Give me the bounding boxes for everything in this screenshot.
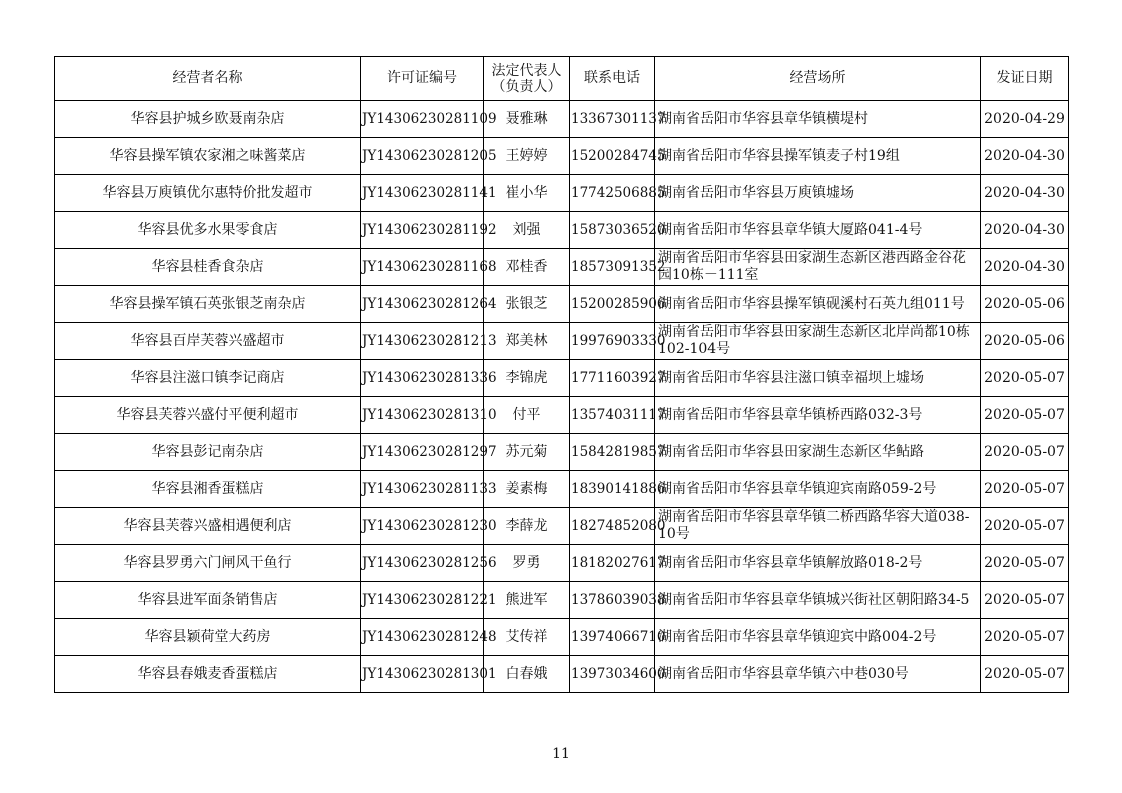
table-row xyxy=(55,360,1069,397)
cell-phone: 15873036520 xyxy=(570,212,655,249)
cell-phone: 15842819857 xyxy=(570,434,655,471)
cell-license-number: JY14306230281133 xyxy=(361,471,484,508)
header-legal-representative xyxy=(484,57,570,101)
cell-business-address: 湖南省岳阳市华容县章华镇迎宾中路004-2号 xyxy=(655,619,981,656)
table-row xyxy=(55,508,1069,545)
cell-license-number: JY14306230281213 xyxy=(361,323,484,360)
cell-operator-name: 华容县操军镇农家湘之味酱菜店 xyxy=(55,138,361,175)
cell-legal-representative: 艾传祥 xyxy=(484,619,570,656)
cell-operator-name: 华容县芙蓉兴盛付平便利超市 xyxy=(55,397,361,434)
cell-phone: 18573091352 xyxy=(570,249,655,286)
cell-phone: 18182027617 xyxy=(570,545,655,582)
cell-issue-date: 2020-05-07 xyxy=(981,545,1069,582)
table-row xyxy=(55,619,1069,656)
cell-operator-name: 华容县湘香蛋糕店 xyxy=(55,471,361,508)
cell-legal-representative: 聂雅琳 xyxy=(484,101,570,138)
cell-legal-representative: 付平 xyxy=(484,397,570,434)
cell-legal-representative: 白春娥 xyxy=(484,656,570,693)
cell-phone: 17711603927 xyxy=(570,360,655,397)
cell-business-address: 湖南省岳阳市华容县章华镇桥西路032-3号 xyxy=(655,397,981,434)
table-row xyxy=(55,582,1069,619)
cell-phone: 13367301137 xyxy=(570,101,655,138)
cell-phone: 15200285906 xyxy=(570,286,655,323)
cell-legal-representative: 邓桂香 xyxy=(484,249,570,286)
cell-license-number: JY14306230281310 xyxy=(361,397,484,434)
cell-operator-name: 华容县万庾镇优尔惠特价批发超市 xyxy=(55,175,361,212)
table-row xyxy=(55,249,1069,286)
cell-phone: 19976903330 xyxy=(570,323,655,360)
cell-business-address: 湖南省岳阳市华容县章华镇解放路018-2号 xyxy=(655,545,981,582)
table-body xyxy=(55,101,1069,693)
cell-business-address: 湖南省岳阳市华容县田家湖生态新区华鲇路 xyxy=(655,434,981,471)
cell-operator-name: 华容县春娥麦香蛋糕店 xyxy=(55,656,361,693)
cell-license-number: JY14306230281264 xyxy=(361,286,484,323)
cell-issue-date: 2020-04-30 xyxy=(981,249,1069,286)
cell-license-number: JY14306230281141 xyxy=(361,175,484,212)
cell-business-address: 湖南省岳阳市华容县章华镇横堤村 xyxy=(655,101,981,138)
table-row xyxy=(55,471,1069,508)
cell-phone: 18390141886 xyxy=(570,471,655,508)
cell-business-address: 湖南省岳阳市华容县章华镇迎宾南路059-2号 xyxy=(655,471,981,508)
cell-legal-representative: 崔小华 xyxy=(484,175,570,212)
cell-business-address: 湖南省岳阳市华容县操军镇砚溪村石英九组011号 xyxy=(655,286,981,323)
table-row xyxy=(55,101,1069,138)
cell-business-address: 湖南省岳阳市华容县章华镇二桥西路华容大道038-10号 xyxy=(655,508,981,545)
cell-operator-name: 华容县百岸芙蓉兴盛超市 xyxy=(55,323,361,360)
cell-license-number: JY14306230281230 xyxy=(361,508,484,545)
cell-legal-representative: 姜素梅 xyxy=(484,471,570,508)
cell-license-number: JY14306230281192 xyxy=(361,212,484,249)
cell-issue-date: 2020-04-29 xyxy=(981,101,1069,138)
header-business-address: 经营场所 xyxy=(655,57,981,101)
cell-operator-name: 华容县颖荷堂大药房 xyxy=(55,619,361,656)
table-row xyxy=(55,286,1069,323)
header-issue-date: 发证日期 xyxy=(981,57,1069,101)
cell-operator-name: 华容县罗勇六门闸风干鱼行 xyxy=(55,545,361,582)
cell-issue-date: 2020-04-30 xyxy=(981,175,1069,212)
cell-phone: 13574031117 xyxy=(570,397,655,434)
cell-phone: 13786039038 xyxy=(570,582,655,619)
cell-license-number: JY14306230281297 xyxy=(361,434,484,471)
table-row xyxy=(55,175,1069,212)
cell-operator-name: 华容县芙蓉兴盛相遇便利店 xyxy=(55,508,361,545)
header-row xyxy=(55,57,1069,101)
cell-phone: 15200284745 xyxy=(570,138,655,175)
cell-license-number: JY14306230281248 xyxy=(361,619,484,656)
cell-operator-name: 华容县桂香食杂店 xyxy=(55,249,361,286)
cell-business-address: 湖南省岳阳市华容县操军镇麦子村19组 xyxy=(655,138,981,175)
cell-issue-date: 2020-05-07 xyxy=(981,508,1069,545)
cell-legal-representative: 李薛龙 xyxy=(484,508,570,545)
cell-business-address: 湖南省岳阳市华容县田家湖生态新区港西路金谷花园10栋－111室 xyxy=(655,249,981,286)
cell-legal-representative: 刘强 xyxy=(484,212,570,249)
cell-legal-representative: 苏元菊 xyxy=(484,434,570,471)
table-row xyxy=(55,323,1069,360)
cell-license-number: JY14306230281109 xyxy=(361,101,484,138)
cell-legal-representative: 王婷婷 xyxy=(484,138,570,175)
cell-issue-date: 2020-05-07 xyxy=(981,656,1069,693)
table-row xyxy=(55,397,1069,434)
header-legal-representative-line1: 法定代表人 xyxy=(491,62,562,79)
cell-license-number: JY14306230281168 xyxy=(361,249,484,286)
cell-legal-representative: 郑美林 xyxy=(484,323,570,360)
header-license-number: 许可证编号 xyxy=(361,57,484,101)
cell-license-number: JY14306230281301 xyxy=(361,656,484,693)
cell-business-address: 湖南省岳阳市华容县章华镇大厦路041-4号 xyxy=(655,212,981,249)
cell-operator-name: 华容县进军面条销售店 xyxy=(55,582,361,619)
cell-operator-name: 华容县操军镇石英张银芝南杂店 xyxy=(55,286,361,323)
cell-business-address: 湖南省岳阳市华容县章华镇城兴街社区朝阳路34-5 xyxy=(655,582,981,619)
cell-issue-date: 2020-04-30 xyxy=(981,212,1069,249)
cell-operator-name: 华容县注滋口镇李记商店 xyxy=(55,360,361,397)
cell-license-number: JY14306230281205 xyxy=(361,138,484,175)
table-header xyxy=(55,57,1069,101)
cell-legal-representative: 熊进军 xyxy=(484,582,570,619)
cell-legal-representative: 张银芝 xyxy=(484,286,570,323)
header-operator-name: 经营者名称 xyxy=(55,57,361,101)
cell-issue-date: 2020-05-07 xyxy=(981,360,1069,397)
cell-license-number: JY14306230281256 xyxy=(361,545,484,582)
cell-business-address: 湖南省岳阳市华容县田家湖生态新区北岸尚都10栋102-104号 xyxy=(655,323,981,360)
cell-license-number: JY14306230281336 xyxy=(361,360,484,397)
cell-issue-date: 2020-05-07 xyxy=(981,397,1069,434)
header-legal-representative-line2: （负责人） xyxy=(491,78,562,95)
table-row xyxy=(55,138,1069,175)
table-row xyxy=(55,545,1069,582)
header-phone: 联系电话 xyxy=(570,57,655,101)
cell-legal-representative: 罗勇 xyxy=(484,545,570,582)
cell-operator-name: 华容县彭记南杂店 xyxy=(55,434,361,471)
cell-phone: 13973034600 xyxy=(570,656,655,693)
table-row xyxy=(55,656,1069,693)
cell-business-address: 湖南省岳阳市华容县章华镇六中巷030号 xyxy=(655,656,981,693)
cell-issue-date: 2020-05-07 xyxy=(981,434,1069,471)
cell-business-address: 湖南省岳阳市华容县注滋口镇幸福坝上墟场 xyxy=(655,360,981,397)
cell-operator-name: 华容县护城乡欧聂南杂店 xyxy=(55,101,361,138)
cell-business-address: 湖南省岳阳市华容县万庾镇墟场 xyxy=(655,175,981,212)
cell-license-number: JY14306230281221 xyxy=(361,582,484,619)
table-row xyxy=(55,434,1069,471)
license-registry-table xyxy=(54,56,1069,693)
table-row xyxy=(55,212,1069,249)
cell-phone: 13974066710 xyxy=(570,619,655,656)
license-table-container xyxy=(54,56,1068,693)
cell-issue-date: 2020-05-06 xyxy=(981,286,1069,323)
cell-legal-representative: 李锦虎 xyxy=(484,360,570,397)
cell-issue-date: 2020-05-06 xyxy=(981,323,1069,360)
cell-issue-date: 2020-04-30 xyxy=(981,138,1069,175)
cell-operator-name: 华容县优多水果零食店 xyxy=(55,212,361,249)
cell-issue-date: 2020-05-07 xyxy=(981,619,1069,656)
cell-phone: 17742506885 xyxy=(570,175,655,212)
cell-phone: 18274852080 xyxy=(570,508,655,545)
cell-issue-date: 2020-05-07 xyxy=(981,471,1069,508)
cell-issue-date: 2020-05-07 xyxy=(981,582,1069,619)
page-number: 11 xyxy=(552,746,570,762)
